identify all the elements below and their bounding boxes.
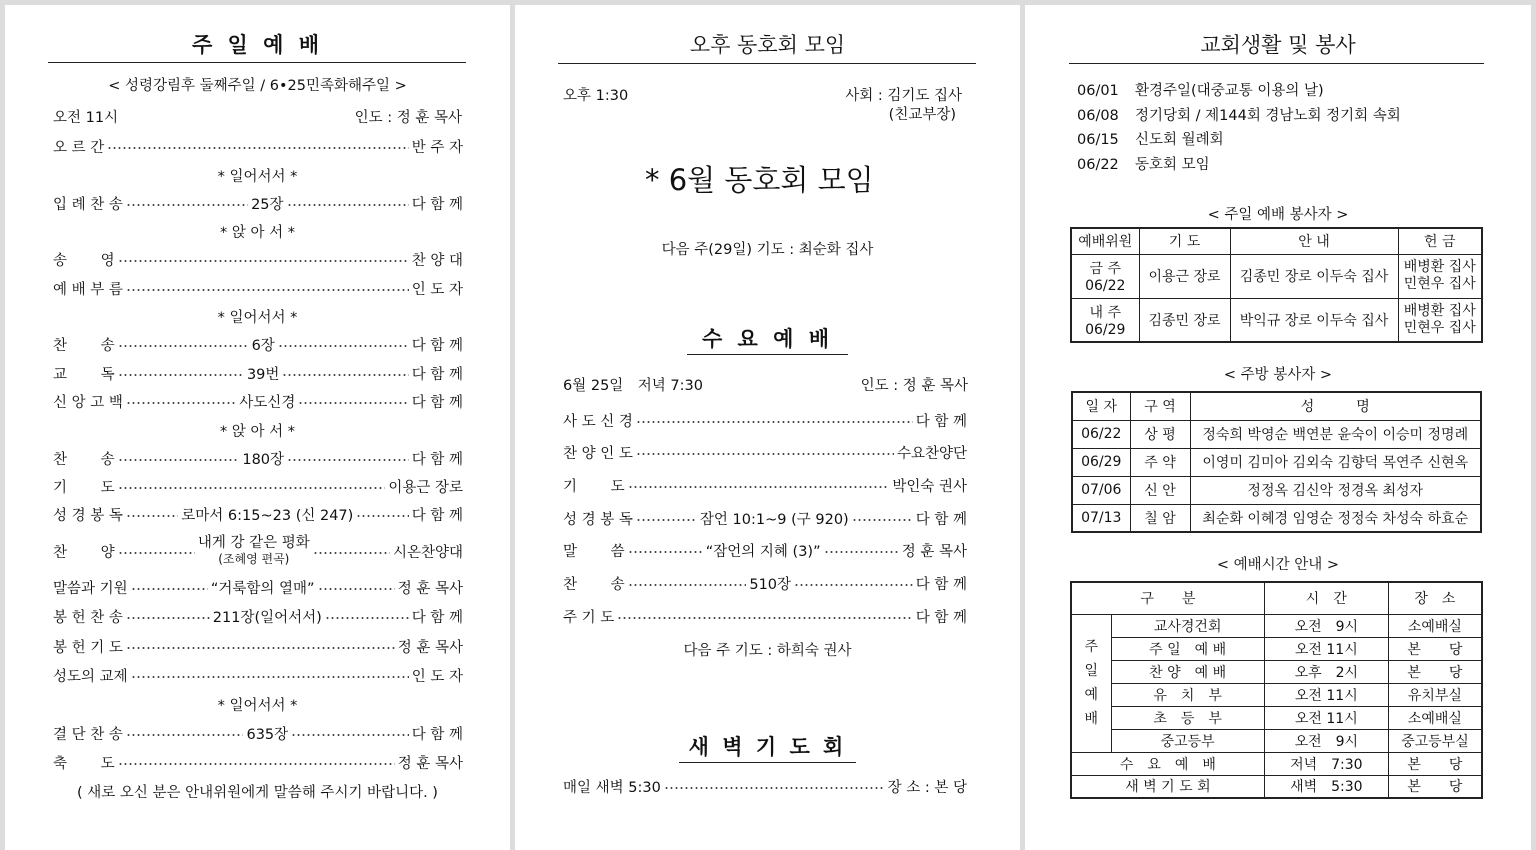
kitchen-title: < 주방 봉사자 > <box>1223 367 1333 383</box>
header-cell: 구 분 <box>1071 582 1264 614</box>
program-item <box>53 249 463 269</box>
header-cell: 일 자 <box>1072 392 1130 420</box>
program-item <box>53 577 463 597</box>
program-detail: 내게 강 같은 평화 (조혜영 편곡) <box>197 535 310 566</box>
table-row <box>1071 298 1482 342</box>
program-detail: 25장 <box>251 196 284 213</box>
afternoon-panel <box>515 5 1020 850</box>
club-headline: * 6월 동호회 모임 <box>645 163 874 197</box>
kitchen-date-cell: 07/06 <box>1072 476 1130 504</box>
guide-cell: 김종민 장로 이두숙 집사 <box>1230 254 1398 298</box>
program-item <box>563 573 967 593</box>
prayer-cell: 이용근 장로 <box>1139 254 1230 298</box>
offering-cell: 배병환 집사 민현우 집사 <box>1398 298 1482 342</box>
program-item <box>563 508 967 528</box>
table-row <box>1071 683 1482 706</box>
leader-dots <box>126 402 236 404</box>
kitchen-area-cell: 신 안 <box>1130 476 1190 504</box>
header-cell: 성 명 <box>1190 392 1481 420</box>
table-row <box>1071 660 1482 683</box>
header-cell: 안 내 <box>1230 228 1398 254</box>
program-item <box>53 363 463 383</box>
program-person: 다 함 께 <box>915 511 968 528</box>
church-life-panel <box>1025 5 1531 850</box>
program-person: 정 훈 목사 <box>901 543 968 560</box>
leader-dots <box>291 734 409 736</box>
program-person: 시온찬양대 <box>392 544 463 561</box>
week-cell: 금 주 06/22 <box>1071 254 1139 298</box>
program-person: 다 함 께 <box>411 196 464 213</box>
schedule-place-cell: 본 당 <box>1388 752 1482 775</box>
program-person: 다 함 께 <box>915 413 967 430</box>
leader-dots <box>325 617 409 619</box>
sunday-worship-panel <box>5 5 510 850</box>
worship-subtitle: < 성령강림후 둘째주일 / 6•25민족화해주일 > <box>108 78 407 94</box>
table-row <box>1071 706 1482 729</box>
program-detail: 635장 <box>246 726 289 743</box>
program-label: 예 배 부 름 <box>53 281 123 298</box>
kitchen-table <box>1071 391 1482 533</box>
event-text: 환경주일(대중교통 이용의 날) <box>1135 83 1324 99</box>
program-label: 기 도 <box>53 479 115 496</box>
leader-dots <box>636 519 697 521</box>
leader-dots <box>824 551 899 553</box>
divider <box>48 62 466 63</box>
program-item <box>53 476 463 496</box>
program-person: 다 함 께 <box>411 394 464 411</box>
leader-dots <box>118 487 386 489</box>
table-row <box>1072 476 1481 504</box>
program-detail: 180장 <box>242 451 285 468</box>
program-person: 인 도 자 <box>411 281 463 298</box>
schedule-place-cell: 소예배실 <box>1388 614 1482 637</box>
sit-note: * 앉 아 서 * <box>220 424 295 440</box>
worship-leader: 인도 : 정 훈 목사 <box>354 110 462 126</box>
header-cell: 예배위원 <box>1071 228 1139 254</box>
leader-dots <box>298 402 408 404</box>
kitchen-area-cell: 칠 암 <box>1130 504 1190 532</box>
program-label: 입 례 찬 송 <box>53 196 123 213</box>
event-item <box>1077 131 1224 149</box>
divider <box>679 762 856 763</box>
leader-dots <box>126 647 395 649</box>
program-label: 찬 송 <box>53 337 115 354</box>
program-item <box>53 391 463 411</box>
program-item <box>53 665 463 685</box>
program-label: 교 독 <box>53 366 115 383</box>
dawn-title: 새 벽 기 도 회 <box>688 735 847 759</box>
schedule-time-cell: 오전 9시 <box>1264 729 1388 752</box>
header-cell: 장 소 <box>1388 582 1482 614</box>
program-label: 성 경 봉 독 <box>53 507 123 524</box>
program-item <box>53 193 463 213</box>
dawn-label: 매일 새벽 5:30 <box>563 779 661 796</box>
leader-dots <box>628 551 703 553</box>
divider <box>1069 63 1484 64</box>
program-label: 찬 양 <box>53 544 115 561</box>
program-item <box>53 136 463 156</box>
schedule-table <box>1070 581 1483 799</box>
schedule-place-cell: 본 당 <box>1388 637 1482 660</box>
program-person: 정 훈 목사 <box>397 639 463 656</box>
program-person: 다 함 께 <box>411 337 464 354</box>
program-detail: 잠언 10:1~9 (구 920) <box>699 511 849 528</box>
schedule-place-cell: 중고등부실 <box>1388 729 1482 752</box>
week-cell: 내 주 06/29 <box>1071 298 1139 342</box>
event-text: 정기당회 / 제144회 경남노회 정기회 속회 <box>1135 107 1401 124</box>
table-row <box>1071 614 1482 637</box>
header-cell: 헌 금 <box>1398 228 1482 254</box>
leader-dots <box>628 486 890 488</box>
program-item <box>53 535 463 566</box>
table-row <box>1071 254 1482 298</box>
program-person: 다 함 께 <box>411 366 463 383</box>
table-header <box>1071 228 1482 254</box>
program-detail: 6장 <box>251 337 275 354</box>
program-person: 찬 양 대 <box>411 252 463 269</box>
leader-dots <box>118 345 249 347</box>
program-label: 결 단 찬 송 <box>53 726 123 743</box>
kitchen-names-cell: 이영미 김미아 김외숙 김향덕 목연주 신현옥 <box>1190 448 1481 476</box>
wednesday-title: 수 요 예 배 <box>701 327 834 351</box>
program-person: 박인숙 권사 <box>892 478 967 495</box>
program-label: 찬 양 인 도 <box>563 445 633 462</box>
leader-dots <box>118 260 409 262</box>
program-person: 정 훈 목사 <box>397 755 463 772</box>
schedule-time-cell: 오전 11시 <box>1264 637 1388 660</box>
program-item <box>563 442 967 462</box>
program-person: 다 함 께 <box>411 726 464 743</box>
program-person: 다 함 께 <box>411 451 463 468</box>
leader-dots <box>636 421 913 423</box>
leader-dots <box>131 676 409 678</box>
table-row <box>1071 637 1482 660</box>
event-date: 06/15 <box>1077 132 1119 148</box>
leader-dots <box>126 289 409 291</box>
sunday-worship-title: 주 일 예 배 <box>191 33 324 57</box>
header-cell: 시 간 <box>1264 582 1388 614</box>
event-item <box>1077 82 1324 100</box>
schedule-name-cell: 새 벽 기 도 회 <box>1071 775 1264 798</box>
schedule-time-cell: 저녁 7:30 <box>1264 752 1388 775</box>
leader-dots <box>287 204 409 206</box>
program-person: 이용근 장로 <box>388 479 463 496</box>
event-date: 06/22 <box>1077 156 1119 173</box>
schedule-name-cell: 초 등 부 <box>1111 706 1264 729</box>
club-host: 사회 : 김기도 집사 <box>845 88 962 104</box>
leader-dots <box>118 459 240 461</box>
table-row <box>1072 448 1481 476</box>
schedule-place-cell: 유치부실 <box>1388 683 1482 706</box>
leader-dots <box>852 519 913 521</box>
club-host-role: (친교부장) <box>888 107 956 123</box>
schedule-place-cell: 소예배실 <box>1388 706 1482 729</box>
guide-cell: 박익규 장로 이두숙 집사 <box>1230 298 1398 342</box>
program-label: 축 도 <box>53 755 115 772</box>
table-header <box>1072 392 1481 420</box>
program-detail: 39번 <box>246 366 280 383</box>
event-date: 06/08 <box>1077 107 1119 124</box>
kitchen-date-cell: 06/29 <box>1072 448 1130 476</box>
divider <box>558 63 976 64</box>
sit-note: * 앉 아 서 * <box>220 225 295 241</box>
wednesday-date: 6월 25일 저녁 7:30 <box>563 378 703 394</box>
program-item <box>53 723 463 743</box>
program-item <box>563 606 967 626</box>
kitchen-names-cell: 정숙희 박영순 백연분 윤숙이 이승미 정명례 <box>1190 420 1481 448</box>
schedule-time-cell: 오전 11시 <box>1264 706 1388 729</box>
leader-dots <box>107 147 409 149</box>
program-label: 주 기 도 <box>563 609 615 626</box>
leader-dots <box>282 374 408 376</box>
program-label: 송 영 <box>53 252 115 269</box>
table-row <box>1072 420 1481 448</box>
program-label: 신 앙 고 백 <box>53 394 123 411</box>
table-row <box>1071 775 1482 798</box>
table-row <box>1071 729 1482 752</box>
schedule-time-cell: 새벽 5:30 <box>1264 775 1388 798</box>
program-item <box>53 606 463 626</box>
header-cell: 구 역 <box>1130 392 1190 420</box>
leader-dots <box>126 734 244 736</box>
schedule-name-cell: 찬 양 예 배 <box>1111 660 1264 683</box>
club-next-prayer: 다음 주(29일) 기도 : 최순화 집사 <box>661 242 874 258</box>
leader-dots <box>318 588 395 590</box>
program-item <box>563 475 967 495</box>
program-item <box>53 448 463 468</box>
kitchen-date-cell: 07/13 <box>1072 504 1130 532</box>
table-header <box>1071 582 1482 614</box>
program-detail: 211장(일어서서) <box>212 609 322 626</box>
program-item <box>53 636 463 656</box>
leader-dots <box>636 453 894 455</box>
program-detail: “잠언의 지혜 (3)” <box>705 543 821 560</box>
event-date: 06/01 <box>1077 83 1119 99</box>
leader-dots <box>118 552 195 554</box>
event-item <box>1077 107 1401 125</box>
leader-dots <box>118 374 244 376</box>
schedule-name-cell: 수 요 예 배 <box>1071 752 1264 775</box>
program-item <box>563 410 967 430</box>
program-person: 인 도 자 <box>411 668 463 685</box>
sunday-group-cell: 주 일 예 배 <box>1071 614 1111 752</box>
event-item <box>1077 156 1210 174</box>
leader-dots <box>278 345 409 347</box>
schedule-time-cell: 오전 11시 <box>1264 683 1388 706</box>
kitchen-names-cell: 정정옥 김신악 정경옥 최성자 <box>1190 476 1481 504</box>
kitchen-date-cell: 06/22 <box>1072 420 1130 448</box>
leader-dots <box>794 584 913 586</box>
program-person: 다 함 께 <box>915 576 967 593</box>
wednesday-leader: 인도 : 정 훈 목사 <box>860 378 968 394</box>
program-item <box>53 334 463 354</box>
leader-dots <box>126 617 210 619</box>
program-label: 오 르 간 <box>53 139 105 156</box>
worship-time: 오전 11시 <box>53 110 119 126</box>
program-detail: 로마서 6:15~23 (신 247) <box>181 507 354 524</box>
leader-dots <box>126 515 178 517</box>
program-item <box>53 278 463 298</box>
program-item <box>53 752 463 772</box>
leader-dots <box>356 515 408 517</box>
kitchen-area-cell: 주 약 <box>1130 448 1190 476</box>
church-life-title: 교회생활 및 봉사 <box>1200 33 1356 57</box>
leader-dots <box>313 552 390 554</box>
schedule-name-cell: 유 치 부 <box>1111 683 1264 706</box>
program-person: 정 훈 목사 <box>397 580 463 597</box>
header-cell: 기 도 <box>1139 228 1230 254</box>
leader-dots <box>118 763 395 765</box>
prayer-cell: 김종민 장로 <box>1139 298 1230 342</box>
program-person: 다 함 께 <box>411 507 463 524</box>
schedule-time-cell: 오전 9시 <box>1264 614 1388 637</box>
program-label: 말씀과 기원 <box>53 580 128 597</box>
schedule-place-cell: 본 당 <box>1388 660 1482 683</box>
program-person: 반 주 자 <box>411 139 463 156</box>
schedule-name-cell: 중고등부 <box>1111 729 1264 752</box>
dawn-row <box>563 776 967 796</box>
schedule-name-cell: 주 일 예 배 <box>1111 637 1264 660</box>
schedule-time-cell: 오후 2시 <box>1264 660 1388 683</box>
program-label: 봉 헌 기 도 <box>53 639 123 656</box>
kitchen-names-cell: 최순화 이혜경 임영순 정정숙 차성숙 하효순 <box>1190 504 1481 532</box>
club-time: 오후 1:30 <box>563 88 629 104</box>
program-item <box>563 540 967 560</box>
table-row <box>1072 504 1481 532</box>
leader-dots <box>126 204 248 206</box>
leader-dots <box>287 459 409 461</box>
program-item <box>53 504 463 524</box>
schedule-name-cell: 교사경건회 <box>1111 614 1264 637</box>
table-row <box>1071 752 1482 775</box>
stand-note: * 일어서서 * <box>217 310 298 326</box>
servers-title: < 주일 예배 봉사자 > <box>1207 207 1349 223</box>
club-title: 오후 동호회 모임 <box>689 33 846 57</box>
kitchen-area-cell: 상 평 <box>1130 420 1190 448</box>
wednesday-next-prayer: 다음 주 기도 : 하희숙 권사 <box>683 643 852 659</box>
leader-dots <box>617 617 913 619</box>
program-person: 다 함 께 <box>915 609 967 626</box>
dawn-place: 장 소 : 본 당 <box>887 779 967 796</box>
event-text: 신도회 월례회 <box>1135 132 1224 148</box>
schedule-place-cell: 본 당 <box>1388 775 1482 798</box>
offering-cell: 배병환 집사 민현우 집사 <box>1398 254 1482 298</box>
stand-note: * 일어서서 * <box>217 698 298 714</box>
program-person: 수요찬양단 <box>896 445 967 462</box>
program-detail: 510장 <box>749 576 792 593</box>
event-text: 동호회 모임 <box>1135 156 1210 173</box>
program-label: 말 씀 <box>563 543 625 560</box>
program-label: 성도의 교제 <box>53 668 128 685</box>
program-label: 봉 헌 찬 송 <box>53 609 123 626</box>
program-label: 기 도 <box>563 478 625 495</box>
program-label: 찬 송 <box>563 576 625 593</box>
program-detail: “거룩함의 열매” <box>210 580 315 597</box>
stand-note: * 일어서서 * <box>217 169 298 185</box>
program-label: 사 도 신 경 <box>563 413 633 430</box>
program-person: 다 함 께 <box>411 609 464 626</box>
worship-footer: ( 새로 오신 분은 안내위원에게 말씀해 주시기 바랍니다. ) <box>77 785 438 801</box>
servers-table <box>1070 227 1483 343</box>
leader-dots <box>131 588 208 590</box>
leader-dots <box>664 787 885 789</box>
program-label: 성 경 봉 독 <box>563 511 633 528</box>
leader-dots <box>628 584 747 586</box>
program-label: 찬 송 <box>53 451 115 468</box>
divider <box>687 354 848 355</box>
schedule-title: < 예배시간 안내 > <box>1216 557 1340 573</box>
program-detail: 사도신경 <box>239 394 296 411</box>
